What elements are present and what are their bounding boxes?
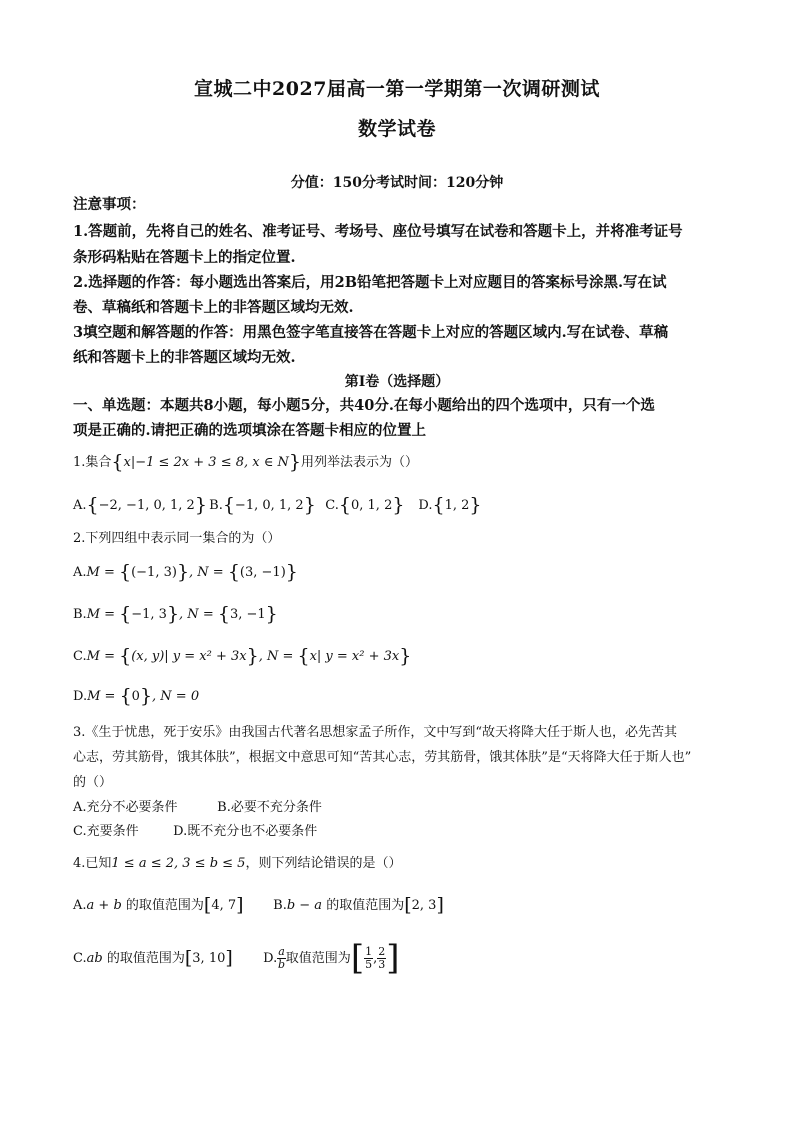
- q1-tail: 用列举法表示为（）: [300, 455, 418, 470]
- q1-option-d: D.{1, 2}: [418, 494, 482, 516]
- q3-option-d: D.既不充分也不必要条件: [173, 824, 318, 839]
- q4-d-range-low: $\frac{1}{5}$: [365, 945, 373, 971]
- q4-option-b: B.b − a 的取值范围为[2, 3]: [273, 894, 444, 916]
- question-3-line-3: 的（）: [73, 775, 113, 790]
- note-2-line-1: 2.选择题的作答：每小题选出答案后，用2B铅笔把答题卡上对应题目的答案标号涂黑.写在试: [73, 274, 667, 291]
- q4-option-a: A.a + b 的取值范围为[4, 7]: [73, 894, 244, 916]
- q3-option-c: C.充要条件: [73, 824, 139, 839]
- score-time: 分值：150分考试时间：120分钟: [290, 175, 504, 191]
- q1-option-b: B.{−1, 0, 1, 2}: [209, 494, 316, 516]
- q1-option-a: A.{−2, −1, 0, 1, 2}: [73, 494, 207, 516]
- question-1-options: [73, 494, 482, 517]
- note-1-line-2: 条形码粘贴在答题卡上的指定位置.: [73, 249, 296, 266]
- q3-option-a: A.充分不必要条件: [73, 800, 178, 815]
- section-intro-line-1: 一、单选题：本题共8小题，每小题5分，共40分.在每小题给出的四个选项中，只有一个选: [73, 397, 655, 414]
- q4-d-fraction: $\frac{a}{b}$: [277, 945, 286, 971]
- section-intro-line-2: 项是正确的.请把正确的选项填涂在答题卡相应的位置上: [73, 422, 427, 439]
- note-3-line-1: 3填空题和解答题的作答：用黑色签字笔直接答在答题卡上对应的答题区域内.写在试卷、草稿: [73, 324, 669, 341]
- question-4-options-row-1: [73, 894, 444, 917]
- question-3-options-row-1: [73, 797, 322, 819]
- q1-option-c: C.{0, 1, 2}: [325, 494, 405, 516]
- question-3-line-1: 3.《生于忧患，死于安乐》由我国古代著名思想家孟子所作，文中写到“故天将降大任于斯人也，必先苦其: [73, 725, 678, 740]
- q2-option-b: B.M = {−1, 3}, N = {3, −1}: [73, 603, 278, 625]
- note-2-line-2: 卷、草稿纸和答题卡上的非答题区域均无效.: [73, 299, 354, 316]
- exam-subtitle: 数学试卷: [357, 118, 436, 140]
- part-title: 第I卷（选择题）: [344, 374, 450, 390]
- q4-d-range-high: $\frac{2}{3}$: [378, 945, 386, 971]
- q4-option-c: C.ab 的取值范围为[3, 10]: [73, 947, 233, 969]
- question-2-stem: 2.下列四组中表示同一集合的为（）: [73, 531, 281, 546]
- question-4-options-row-2: [73, 938, 400, 978]
- notes-heading: 注意事项：: [73, 196, 146, 213]
- q4-option-d: D. $\frac{a}{b}$ 取值范围为[ $\frac{1}{5}$ , $\frac{2}{3}$ ]: [263, 938, 400, 978]
- question-3-options-row-2: [73, 821, 317, 843]
- q2-option-d: D.M = {0}, N = 0: [73, 685, 200, 707]
- question-4-stem: 4.已知1 ≤ a ≤ 2, 3 ≤ b ≤ 5，则下列结论错误的是（）: [73, 856, 402, 871]
- exam-title: 宣城二中2027届高一第一学期第一次调研测试: [194, 78, 600, 100]
- note-3-line-2: 纸和答题卡上的非答题区域均无效.: [73, 349, 296, 366]
- q2-option-c: C.M = {(x, y)| y = x² + 3x}, N = {x| y = x² + 3x}: [73, 645, 412, 667]
- q3-option-b: B.必要不充分条件: [217, 800, 322, 815]
- note-1-line-1: 1.答题前，先将自己的姓名、准考证号、考场号、座位号填写在试卷和答题卡上，并将准考证号: [73, 223, 683, 240]
- q1-set: x|−1 ≤ 2x + 3 ≤ 8, x ∈ N: [123, 455, 289, 470]
- question-1-stem: 1.集合{x|−1 ≤ 2x + 3 ≤ 8, x ∈ N}用列举法表示为（）: [73, 451, 418, 473]
- q1-lead: 1.集合: [73, 455, 112, 470]
- q2-option-a: A.M = {(−1, 3)}, N = {(3, −1)}: [73, 561, 298, 583]
- question-3-line-2: 心志，劳其筋骨，饿其体肤”，根据文中意思可知“苦其心志，劳其筋骨，饿其体肤”是“天将降大任于斯人也”: [73, 750, 692, 765]
- q4-condition: 1 ≤ a ≤ 2, 3 ≤ b ≤ 5: [111, 856, 246, 871]
